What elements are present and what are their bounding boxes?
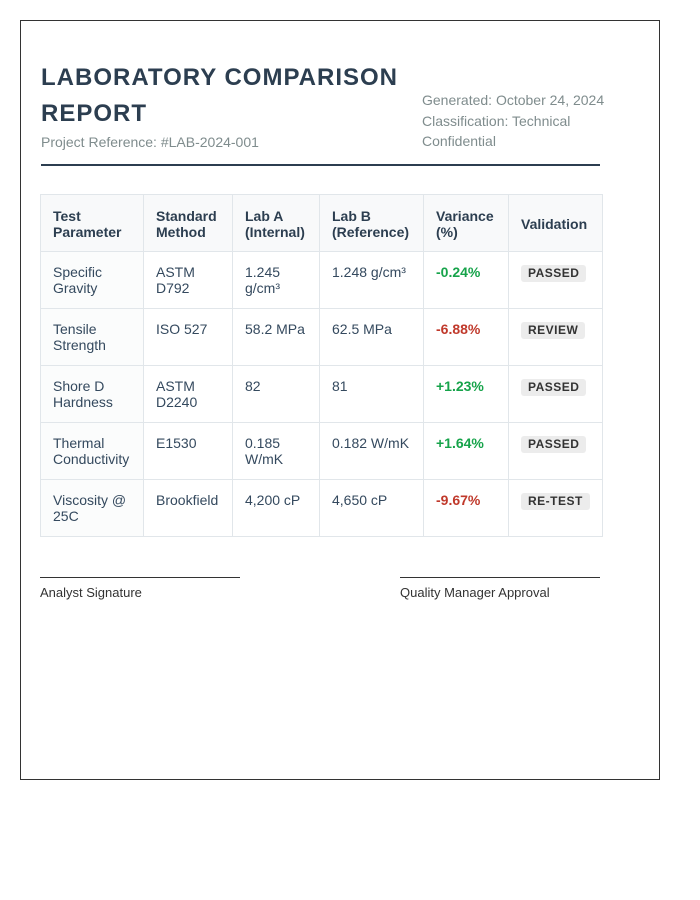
cell-validation	[509, 480, 603, 537]
analyst-signature-line	[40, 577, 240, 601]
manager-approval-line	[400, 577, 600, 601]
status-badge: REVIEW	[521, 322, 585, 339]
report-meta	[422, 90, 612, 152]
comparison-table	[40, 194, 603, 537]
report-header	[41, 60, 605, 166]
cell-method: ASTM D792	[144, 252, 233, 309]
table-row	[41, 480, 603, 537]
cell-variance: +1.23%	[424, 366, 509, 423]
cell-validation	[509, 309, 603, 366]
table-row	[41, 423, 603, 480]
cell-variance: +1.64%	[424, 423, 509, 480]
cell-lab-a: 4,200 cP	[233, 480, 320, 537]
status-badge: PASSED	[521, 265, 586, 282]
status-badge: PASSED	[521, 379, 586, 396]
generated-date: Generated: October 24, 2024	[422, 92, 605, 108]
cell-validation	[509, 366, 603, 423]
cell-method: E1530	[144, 423, 233, 480]
manager-approval-label: Quality Manager Approval	[400, 585, 550, 600]
column-header-method: Standard Method	[144, 195, 233, 252]
column-header-lab-b: Lab B (Reference)	[320, 195, 424, 252]
column-header-lab-a: Lab A (Internal)	[233, 195, 320, 252]
cell-lab-a: 58.2 MPa	[233, 309, 320, 366]
analyst-signature-label: Analyst Signature	[40, 585, 142, 600]
classification: Classification: Technical Confidential	[422, 112, 571, 149]
cell-parameter: Tensile Strength	[41, 309, 144, 366]
cell-lab-b: 0.182 W/mK	[320, 423, 424, 480]
cell-parameter: Viscosity @ 25C	[41, 480, 144, 537]
cell-method: ASTM D2240	[144, 366, 233, 423]
cell-variance: -0.24%	[424, 252, 509, 309]
column-header-parameter: Test Parameter	[41, 195, 144, 252]
column-header-variance: Variance (%)	[424, 195, 509, 252]
cell-lab-b: 62.5 MPa	[320, 309, 424, 366]
cell-lab-a: 1.245 g/cm³	[233, 252, 320, 309]
cell-parameter: Specific Gravity	[41, 252, 144, 309]
project-reference: Project Reference: #LAB-2024-001	[41, 134, 259, 150]
table-row	[41, 309, 603, 366]
cell-validation	[509, 423, 603, 480]
cell-parameter: Thermal Conductivity	[41, 423, 144, 480]
cell-lab-a: 82	[233, 366, 320, 423]
cell-variance: -9.67%	[424, 480, 509, 537]
table-row	[41, 252, 603, 309]
cell-parameter: Shore D Hardness	[41, 366, 144, 423]
cell-lab-b: 4,650 cP	[320, 480, 424, 537]
cell-lab-b: 81	[320, 366, 424, 423]
status-badge: RE-TEST	[521, 493, 590, 510]
cell-method: ISO 527	[144, 309, 233, 366]
cell-lab-b: 1.248 g/cm³	[320, 252, 424, 309]
report-title: LABORATORY COMPARISON REPORT	[41, 64, 399, 127]
status-badge: PASSED	[521, 436, 586, 453]
table-row	[41, 366, 603, 423]
cell-lab-a: 0.185 W/mK	[233, 423, 320, 480]
cell-method: Brookfield	[144, 480, 233, 537]
cell-variance: -6.88%	[424, 309, 509, 366]
table-header-row	[41, 195, 603, 252]
cell-validation	[509, 252, 603, 309]
column-header-validation: Validation	[509, 195, 603, 252]
